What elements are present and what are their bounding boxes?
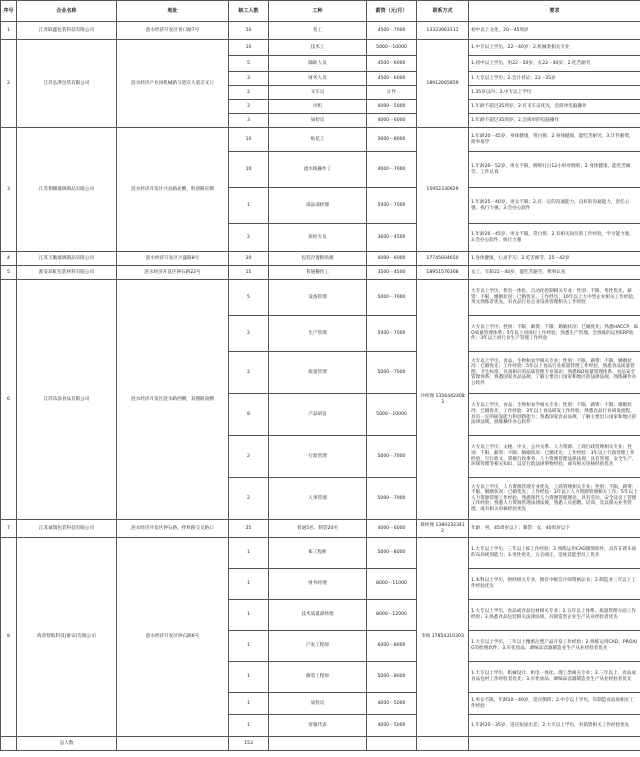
total-address-cell (117, 737, 229, 751)
job-requirements: 大专以上学历；性别：不限，薪资：不限；婚姻状况：已婚优先；熟悉HACCP、ISO质量管理体系；5年以上同岗位工作经验；熟悉生产管理、会熟练的运用ERP软件；3年以上同行业生产管理工作经验 (469, 316, 640, 352)
company-address: 涟水经济开发区兴县路北侧，科创路东侧 (117, 128, 229, 252)
job-requirements: 1.大专以上学历，食品或食品包材相关专业；2.五年以上体系、质量管理方面工作经验；3.熟悉食品包装相关法律法规，有制造型企业生产从业经验者优先 (469, 600, 640, 631)
job-count: 1 (229, 188, 269, 224)
job-requirements: 1.年龄不超过35周岁；2.有叉车证优先，会简单电脑操作 (469, 100, 640, 114)
job-salary: 4000－6000 (367, 252, 417, 266)
job-salary: 4500－7000 (367, 22, 417, 40)
company-contact: 蔡经理 13802323412 (417, 520, 469, 538)
company-name: 江苏天勤玻璃制品有限公司 (17, 252, 117, 266)
total-salary-cell (367, 737, 417, 751)
company-no: 6 (1, 280, 17, 520)
job-count: 8 (229, 394, 269, 436)
job-title: 人事管理 (269, 478, 367, 520)
job-count: 15 (229, 266, 269, 280)
job-salary: 5000－8000 (367, 538, 417, 569)
company-address: 涟水经济开发区兴盛路8号 (117, 252, 229, 266)
job-title: 贴花工 (269, 128, 367, 152)
job-requirements: 1.年龄20－35岁，适应短途出差；2.大专以上学历，有销售相关工作经验优先 (469, 715, 640, 737)
job-requirements: 1.本科以上学历，财经相关专业，拥有中级会计师资格证书；2.制造业三年以上工作经验优先 (469, 569, 640, 600)
job-salary: 5000－7000 (367, 316, 417, 352)
col-header-requirements: 要求 (469, 1, 640, 22)
company-contact: 18912065859 (417, 40, 469, 128)
job-title: 部品部经理 (269, 188, 367, 224)
company-address: 涟水经济开发区青口路7号 (117, 22, 229, 40)
company-no: 4 (1, 252, 17, 266)
job-title: 产品研发 (269, 394, 367, 436)
job-salary: 5000－7000 (367, 436, 417, 478)
job-count: 1 (229, 569, 269, 600)
job-title: 客服代表 (269, 715, 367, 737)
table-row (1, 128, 640, 152)
company-contact: 李海 17854310303 (417, 538, 469, 737)
job-title: IE工程师 (269, 538, 367, 569)
job-count: 5 (229, 56, 269, 72)
job-count: 1 (229, 538, 269, 569)
total-row (1, 737, 640, 751)
job-salary: 5000－10000 (367, 394, 417, 436)
job-count: 5 (229, 280, 269, 316)
job-salary: 3000－8000 (367, 128, 417, 152)
job-salary: 3600－4500 (367, 224, 417, 252)
job-requirements: 大专以上学历；文秘、中文、公共关系、人力资源、工商行政管理相关专业；性别：不限，薪资：不限；婚姻状况：已婚优先；工作经验：3年以上行政管理工作经验，写行政文、掌握行政事务、人力资源管理法律法规，具有管理、安全生产、环保管理等相关知识，以及行政法律事物经验，或有相关审核经验优先 (469, 436, 640, 478)
job-title: 普工 (269, 22, 367, 40)
job-requirements: 1.年龄20－45岁，男女不限，常白班；2.有相关岗位的工作经验，学习能力强，3.会办公软件，执行力强 (469, 224, 640, 252)
job-requirements: 1.35岁以内；2.中专以上学历 (469, 86, 640, 100)
col-header-job: 工种 (269, 1, 367, 22)
job-count: 2 (229, 224, 269, 252)
job-salary: 3500－4500 (367, 266, 417, 280)
job-salary: 4000－6000 (367, 520, 417, 538)
job-count: 2 (229, 86, 269, 100)
job-requirements: 1.身体健康，心灵手巧；2.吃苦耐劳，25－42岁 (469, 252, 640, 266)
job-title: 产发工程师 (269, 631, 367, 662)
job-salary: 8000－12000 (367, 600, 417, 631)
job-count: 10 (229, 152, 269, 188)
company-name: 江苏诚瑞包装科技有限公司 (17, 520, 117, 538)
job-requirements: 大专以上学历，食品、生物和农学相关专业；性别：不限，薪资：不限；婚姻状况：已婚优先，工作经验：3年以上食品研发工作经验；熟悉食品行业研发流程，具有一定的研发能力和创新能力；熟悉国家食品法规，了解主要出口国家和地区的法律法规，熟练操作办公软件 (469, 394, 640, 436)
header-row (1, 1, 640, 22)
company-no: 8 (1, 538, 17, 737)
total-no-cell (1, 737, 17, 751)
job-requirements: 女工，年龄22－40岁，能吃苦耐劳，尊事认真 (469, 266, 640, 280)
table-body (1, 22, 640, 737)
table-row (1, 252, 640, 266)
job-count: 2 (229, 436, 269, 478)
job-count: 20 (229, 252, 269, 266)
job-salary: 5000－8000 (367, 662, 417, 693)
job-title: 司机 (269, 100, 367, 114)
company-name: 海普智联科技(淮安)有限公司 (17, 538, 117, 737)
job-requirements: 1.男女不限，年龄20－40岁，适应倒班；2.中专以上学历，有制造业品质相关工作经验 (469, 693, 640, 715)
company-contact: 13323963111 (417, 22, 469, 40)
col-header-contact: 联系方式 (417, 1, 469, 22)
col-header-company: 企业名称 (17, 1, 117, 22)
job-count: 1 (229, 600, 269, 631)
job-requirements: 1.大专以上学历，机械设计、机电一体化、理工类相关专业；2.三年以上，食品或食品包材工作经验者优先；3.有化妆品、调味品容器制造业生产从业经验者优先 (469, 662, 640, 693)
job-title: 修装工程师 (269, 662, 367, 693)
company-name: 江苏联鑫包装科技有限公司 (17, 22, 117, 40)
table-row (1, 280, 640, 316)
job-requirements: 大专以上学历，人力资源管理专业优先，工商管理相关专业；性别：不限，薪资：不限，婚姻状况：已婚优先；工作经验：3年以上人力资源管理相关工作，5年以上人力资源管理工作经验，熟悉现代人力资源管理理论，具有劳动、安全及员工管理工作经验；熟悉人力资源管理法律法规，熟悉人员招聘、培训、及以相关业务管理，或有相关审核经验优先 (469, 478, 640, 520)
company-address: 涟水经济开发区钟石路6号 (117, 538, 229, 737)
table-row (1, 520, 640, 538)
job-salary: 8000－11000 (367, 569, 417, 600)
job-count: 3 (229, 114, 269, 128)
job-requirements: 1.年龄不超过35周岁；2.会简单的电脑操作 (469, 114, 640, 128)
job-salary: 5000－10000 (367, 40, 417, 56)
job-count: 3 (229, 100, 269, 114)
job-count: 1 (229, 662, 269, 693)
total-value: 153 (229, 737, 269, 751)
job-salary: 4500－6000 (367, 72, 417, 86)
company-name: 江苏弘湃包装有限公司 (17, 40, 117, 128)
company-address: 涟水经济开发区钟石路、拌料路交叉路口 (117, 520, 229, 538)
job-salary: 4000－6000 (367, 114, 417, 128)
company-name: 江苏翔顺玻璃制品有限公司 (17, 128, 117, 252)
table-row (1, 40, 640, 56)
job-count: 2 (229, 316, 269, 352)
job-count: 2 (229, 478, 269, 520)
job-requirements: 1.大专以上学历；2.会计持证；22－35岁 (469, 72, 640, 86)
company-no: 7 (1, 520, 17, 538)
company-name: 淮安彩虹包装材料有限公司 (17, 266, 117, 280)
table-row (1, 266, 640, 280)
total-job-cell (269, 737, 367, 751)
company-contact: 沙经理 13564424083 (417, 280, 469, 520)
job-requirements: 1.年龄20－52岁，男女不限，倒班打白12小时对倒班；2.身体健康，能吃苦耐劳，工作认真 (469, 152, 640, 188)
job-title: 财务经理 (269, 569, 367, 600)
job-title: 质检员 (269, 114, 367, 128)
total-label: 总人数 (17, 737, 117, 751)
col-header-salary: 薪资（元/月） (367, 1, 417, 22)
job-salary: 4000－5000 (367, 693, 417, 715)
company-no: 5 (1, 266, 17, 280)
job-requirements: 1.大专以上学历，三年以上IE工作经验；2.熟练运用CAD制图软件，具有在新车间的布局规划能力；3.男性优先，五官端正，适度技能型员工优先 (469, 538, 640, 569)
job-requirements: 大专以上学历，机电一体化、自动化控制相关专业；性别：不限，男性优先，薪资：不限，婚姻状况：已婚优先，工作经历：10年以上大中型企业相关工作经验，英文熟练者优先，有食品行业企业设备管理相关工作经验 (469, 280, 640, 316)
job-salary: 5000－7000 (367, 188, 417, 224)
company-contact: 15952330929 (417, 128, 469, 252)
col-header-no: 序号 (1, 1, 17, 22)
job-salary: 5000－7000 (367, 478, 417, 520)
job-count: 10 (229, 128, 269, 152)
job-salary: 5000－7000 (367, 352, 417, 394)
job-count: 1 (229, 631, 269, 662)
job-count: 3 (229, 72, 269, 86)
job-title: 设备管理 (269, 280, 367, 316)
table-row (1, 22, 640, 40)
job-requirements: 1.初中以上学历，男22－50岁，女22－40岁；2.吃苦耐劳 (469, 56, 640, 72)
job-salary: 6000－8000 (367, 631, 417, 662)
job-title: 普通操作工 (269, 266, 367, 280)
job-salary: 4000－7000 (367, 152, 417, 188)
job-requirements: 1.年龄25－40岁，男女不限；2.有一定的沟通能力，良好的沟通能力，责任心强，执行力强，3.会办公软件 (469, 188, 640, 224)
company-address: 涟水经济开发区钟石路22号 (117, 266, 229, 280)
job-salary: 4000－5000 (367, 715, 417, 737)
job-count: 10 (229, 40, 269, 56)
company-no: 3 (1, 128, 17, 252)
job-title: 质检专员 (269, 224, 367, 252)
col-header-count: 缺工人数 (229, 1, 269, 22)
job-title: 叉车员 (269, 86, 367, 100)
company-address: 涟水经济产业园机械路与迎宾大道交叉口 (117, 40, 229, 128)
job-title: 技术工 (269, 40, 367, 56)
job-title: 流水线操作工 (269, 152, 367, 188)
job-salary: 5000－7000 (367, 280, 417, 316)
total-req-cell (469, 737, 640, 751)
job-salary: 计件 (367, 86, 417, 100)
company-contact: 18951576308 (417, 266, 469, 280)
job-requirements: 1.年龄20－45岁，身体健康，常白班；2.身体健康，能吃苦耐劳，3.计件薪资，简单易学 (469, 128, 640, 152)
job-title: 技术质量部经理 (269, 600, 367, 631)
job-count: 10 (229, 22, 269, 40)
job-title: 质量管理 (269, 352, 367, 394)
job-title: 普通5名、制袋20名 (269, 520, 367, 538)
company-contact: 17745604650 (417, 252, 469, 266)
company-address: 涟水经济开发区涟水路西侧，双拥路南侧 (117, 280, 229, 520)
job-requirements: 大专以上学历，食品、生物和农学相关专业；性别：不限，薪资：不限，婚姻状况：已婚优先；工作经验：5年以上食品行业质量管理工作经验，熟悉食品质量管理、卫生标准，具备相应的品质管理专业知识；熟悉ISO质量管理体系，食品安全管理体系；熟悉国家食品法规，了解主要出口国家和地区的法律法规，熟练操作办公软件 (469, 352, 640, 394)
job-title: 质检员 (269, 693, 367, 715)
job-title: 辅助人员 (269, 56, 367, 72)
job-requirements: 1.中专以上学历，22－40岁；2.机械类相关专业 (469, 40, 640, 56)
job-count: 1 (229, 715, 269, 737)
job-title: 生产管理 (269, 316, 367, 352)
job-requirements: 初中以上文化，20－45周岁 (469, 22, 640, 40)
table-row (1, 538, 640, 569)
company-no: 2 (1, 40, 17, 128)
job-salary: 4500－6000 (367, 56, 417, 72)
job-count: 25 (229, 520, 269, 538)
job-title: 包装冷置粘贴板 (269, 252, 367, 266)
company-name: 江苏乐涂食品有限公司 (17, 280, 117, 520)
job-title: 行政管理 (269, 436, 367, 478)
job-requirements: 年龄：男，45周岁以下；制袋：女，40周岁以下 (469, 520, 640, 538)
job-count: 1 (229, 693, 269, 715)
job-title: 财务人员 (269, 72, 367, 86)
total-contact-cell (417, 737, 469, 751)
job-count: 2 (229, 352, 269, 394)
col-header-address: 地址 (117, 1, 229, 22)
company-no: 1 (1, 22, 17, 40)
job-requirements: 1.大专以上学历，三年以上精密注塑产品开发工作经验；2.熟练运用CAD、PRO/UG等绘图软件；3.有化妆品、调味品容器制造业生产从业经验者优先 (469, 631, 640, 662)
job-salary: 4000－5000 (367, 100, 417, 114)
